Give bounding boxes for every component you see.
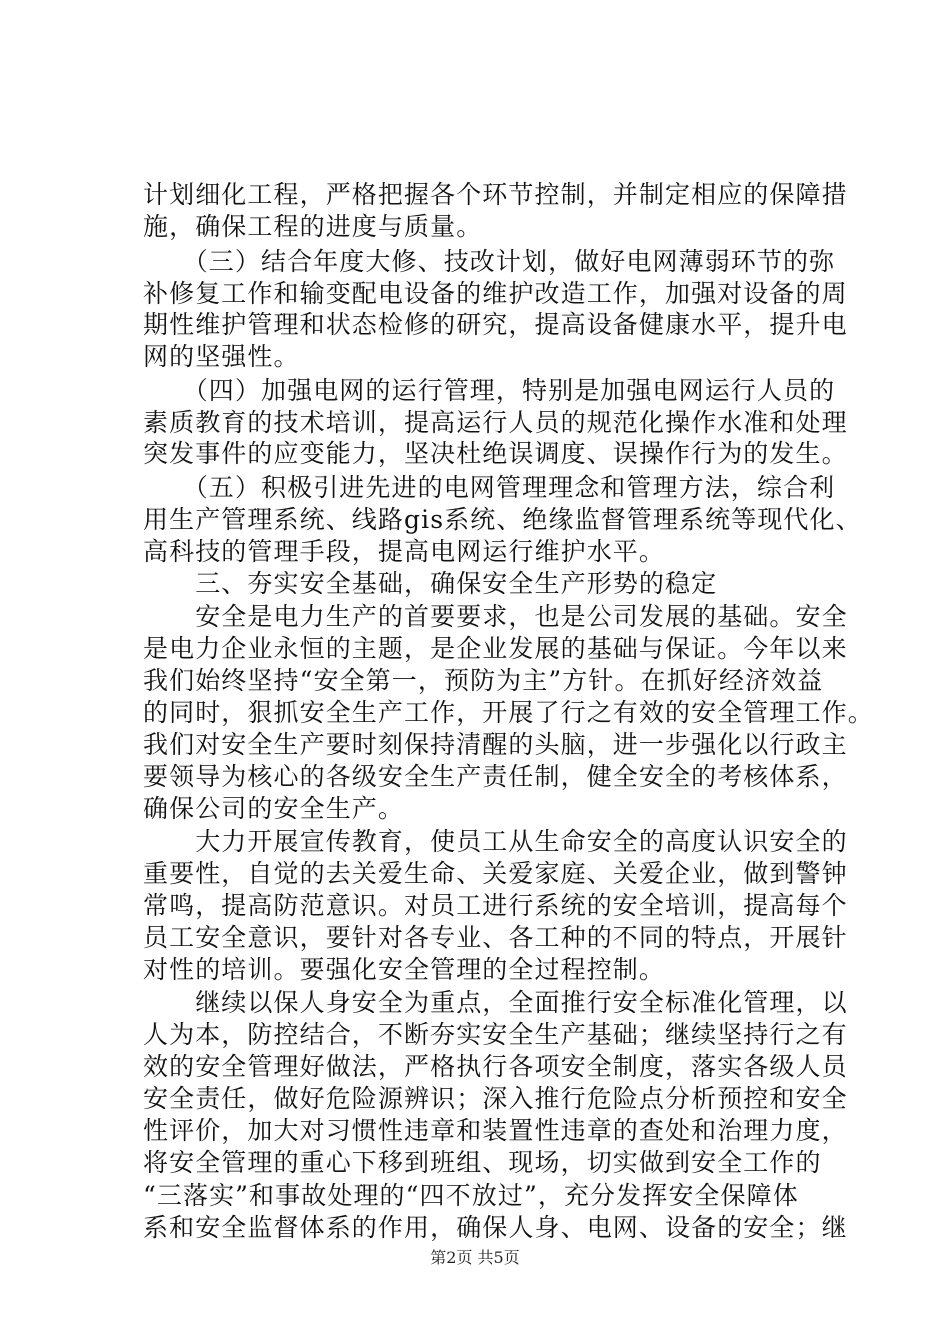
body-text-line: 补修复工作和输变配电设备的维护改造工作，加强对设备的周 [143, 279, 848, 308]
body-text-line: 计划细化工程，严格把握各个环节控制，并制定相应的保障措 [143, 180, 848, 209]
page-number-footer: 第2页 共5页 [430, 1248, 520, 1267]
body-text-line: 施，确保工程的进度与质量。 [143, 212, 483, 241]
body-text-line: 素质教育的技术培训，提高运行人员的规范化操作水准和处理 [143, 408, 848, 437]
body-text-line: 用生产管理系统、线路gis系统、绝缘监督管理系统等现代化、 [143, 505, 862, 534]
body-text-line: 大力开展宣传教育，使员工从生命安全的高度认识安全的 [143, 827, 848, 856]
body-text-line: 重要性，自觉的去关爱生命、关爱家庭、关爱企业，做到警钟 [143, 859, 848, 888]
body-text-line: 确保公司的安全生产。 [143, 794, 405, 823]
body-text-line: 员工安全意识，要针对各专业、各工种的不同的特点，开展针 [143, 923, 848, 952]
body-text-line: 安全责任，做好危险源辨识；深入推行危险点分析预控和安全 [143, 1084, 848, 1113]
body-text-line: 高科技的管理手段，提高电网运行维护水平。 [143, 537, 666, 566]
body-text-line: 的同时，狠抓安全生产工作，开展了行之有效的安全管理工作。 [143, 698, 874, 727]
body-text-line: 安全是电力生产的首要要求，也是公司发展的基础。安全 [143, 602, 848, 631]
body-text-line: 要领导为核心的各级安全生产责任制，健全安全的考核体系， [143, 762, 848, 791]
body-text-line: 我们始终坚持“安全第一，预防为主”方针。在抓好经济效益 [143, 666, 824, 695]
body-text-line: 是电力企业永恒的主题，是企业发展的基础与保证。今年以来 [143, 634, 848, 663]
section-heading: 三、夯实安全基础，确保安全生产形势的稳定 [143, 569, 718, 598]
body-text-line: 效的安全管理好做法，严格执行各项安全制度，落实各级人员 [143, 1052, 848, 1081]
body-text-line: 人为本，防控结合，不断夯实安全生产基础；继续坚持行之有 [143, 1020, 848, 1049]
body-text-line: 期性维护管理和状态检修的研究，提高设备健康水平，提升电 [143, 310, 848, 339]
body-text-line: 突发事件的应变能力，坚决杜绝误调度、误操作行为的发生。 [143, 439, 848, 468]
body-text-line: 网的坚强性。 [143, 342, 300, 371]
body-text-line: 对性的培训。要强化安全管理的全过程控制。 [143, 955, 666, 984]
body-text-line: 继续以保人身安全为重点，全面推行安全标准化管理，以 [143, 988, 848, 1017]
body-text-line: 我们对安全生产要时刻保持清醒的头脑，进一步强化以行政主 [143, 730, 848, 759]
body-text-line: （四）加强电网的运行管理，特别是加强电网运行人员的 [143, 376, 836, 405]
body-text-line: （三）结合年度大修、技改计划，做好电网薄弱环节的弥 [143, 247, 836, 276]
body-text-line: 常鸣，提高防范意识。对员工进行系统的安全培训，提高每个 [143, 891, 848, 920]
body-text-line: 系和安全监督体系的作用，确保人身、电网、设备的安全；继 [143, 1213, 848, 1242]
body-text-line: 将安全管理的重心下移到班组、现场，切实做到安全工作的 [143, 1148, 822, 1177]
body-text-line: “三落实”和事故处理的“四不放过”，充分发挥安全保障体 [143, 1181, 799, 1210]
body-text-line: 性评价，加大对习惯性违章和装置性违章的查处和治理力度， [143, 1116, 848, 1145]
body-text-line: （五）积极引进先进的电网管理理念和管理方法，综合利 [143, 473, 836, 502]
